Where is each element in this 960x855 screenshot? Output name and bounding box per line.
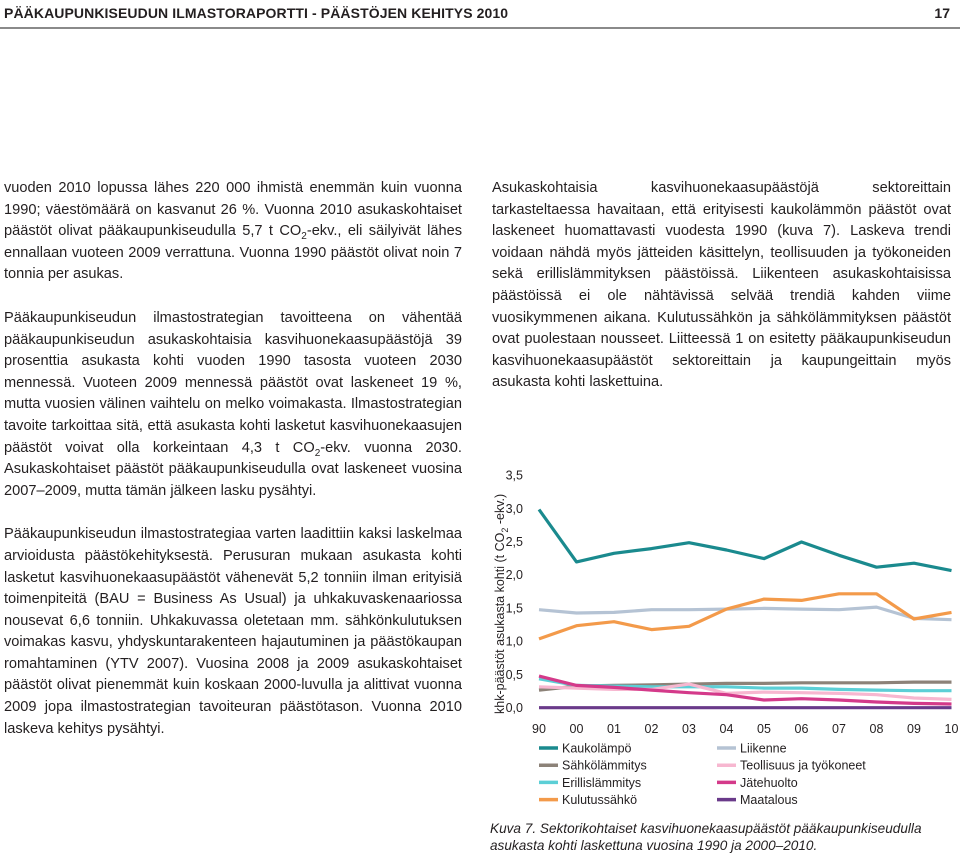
- y-tick-label: 1,0: [505, 634, 523, 649]
- page-number: 17: [934, 5, 950, 21]
- y-tick-label: 0,0: [505, 701, 523, 715]
- sector-emissions-chart: [485, 462, 960, 814]
- y-axis-ticks: [506, 469, 523, 715]
- x-tick-label: 09: [907, 722, 921, 736]
- x-tick-label: 07: [832, 722, 846, 736]
- legend-label: Maatalous: [740, 793, 798, 808]
- page-header: [0, 0, 960, 29]
- y-axis-label: khk-päästöt asukasta kohti (t $CO_2$ -ekv.): [493, 493, 510, 714]
- x-tick-label: 05: [757, 722, 771, 736]
- legend-label: Liikenne: [740, 741, 787, 756]
- legend-label: Jätehuolto: [740, 775, 798, 790]
- legend-label: Sähkölämmitys: [562, 758, 647, 773]
- x-tick-label: 08: [869, 722, 884, 736]
- legend-label: Teollisuus ja työkoneet: [740, 758, 866, 773]
- left-paragraph-1: vuoden 2010 lopussa lähes 220 000 ihmistä enemmän kuin vuonna 1990; väestömäärä on kasvanut 26 %. Vuonna 2010 asukaskohtaiset päästöt olivat pääkaupunkiseudulla 5,7 t $CO_2$-ekv., eli säilyivät lähes ennallaan vuoteen 2009 verrattuna. Vuonna 1990 päästöt olivat noin 7 tonnia per asukas.: [4, 180, 462, 283]
- series-line-5: [539, 607, 952, 620]
- legend-label: Kulutussähkö: [562, 793, 638, 808]
- legend-label: Kaukolämpö: [562, 741, 632, 756]
- x-tick-label: 10: [944, 722, 959, 736]
- y-tick-label: 0,5: [505, 667, 523, 682]
- left-text-column: [4, 178, 462, 762]
- chart-legend: [539, 742, 866, 808]
- series-lines: [539, 510, 952, 708]
- legend-label: Erillislämmitys: [562, 775, 642, 790]
- y-tick-label: 2,5: [505, 535, 523, 549]
- y-tick-label: 2,0: [505, 568, 523, 583]
- x-tick-label: 00: [569, 722, 584, 736]
- right-paragraph-1: Asukaskohtaisia kasvihuonekaasupäästöjä sektoreittain tarkasteltaessa havaitaan, että erityisesti kaukolämmön päästöt ovat laskeneet huomattavasti vuodesta 1990 (kuva 7). Laskeva trendi voidaan nähdä myös jätteiden käsittelyn, teollisuuden ja työkoneiden sekä erillislämmityksen päästöissä. Liikenteen asukaskohtaisissa päästöissä ei ole nähtävissä selvää trendiä kahden viime vuosikymmenen aikana. Kulutussähkön ja sähkölämmityksen päästöt ovat puolestaan nousseet. Liitteessä 1 on esitetty pääkaupunkiseudun kasvihuonekaasupäästöt sektoreittain ja kaupungeittain myös asukasta kohti laskettuina.: [492, 180, 951, 391]
- left-paragraph-2: Pääkaupunkiseudun ilmastostrategian tavoitteena on vähentää pääkaupunkiseudun asukaskohtaisia kasvihuonekaasupäästöjä 39 prosenttia asukasta kohti vuoden 1990 tasosta vuoteen 2030 mennessä. Vuoteen 2009 mennessä päästöt ovat laskeneet 19 %, mutta vuosien välinen vaihtelu on melko voimakasta. Ilmastostrategian tavoite tarkoittaa sitä, että asukasta kohti lasketut kasvihuonekaasujen päästöt voivat olla korkeintaan 4,3 t $CO_2$-ekv. vuonna 2030. Asukaskohtaiset päästöt pääkaupunkiseudulla ovat laskeneet vuosina 2007–2009, mutta tämän jälkeen lasku pysähtyi.: [4, 309, 462, 499]
- series-line-4: [539, 594, 952, 639]
- x-tick-label: 06: [794, 722, 809, 736]
- series-line-1: [539, 510, 952, 571]
- right-text-column: [492, 178, 951, 416]
- y-tick-label: 3,0: [505, 501, 523, 516]
- x-tick-label: 02: [644, 722, 659, 736]
- report-title: PÄÄKAUPUNKISEUDUN ILMASTORAPORTTI - PÄÄSTÖJEN KEHITYS 2010: [4, 5, 509, 21]
- y-tick-label: 1,5: [505, 601, 523, 616]
- left-paragraph-3: Pääkaupunkiseudun ilmastostrategiaa varten laadittiin kaksi laskelmaa arvioidusta päästökehityksestä. Perusuran mukaan asukasta kohti lasketut kasvihuonekaasupäästöt vähenevät 5,2 tonniin ilman erityisiä toimenpiteitä (BAU = Business As Usual) ja uhkakuvaskenaariossa nousevat 6,6 tonniin. Uhkakuvassa oletetaan mm. sähkönkulutuksen voimakas kasvu, yhdyskuntarakenteen hajautuminen ja päästökaupan romahtaminen (YTV 2007). Vuosina 2008 ja 2009 asukaskohtaiset päästöt olivat pienemmät kuin koskaan 2000-luvulla ja alittivat vuonna 2009 jopa ilmastostrategian tavoiteuran päästötason. Vuonna 2010 laskeva kehitys pysähtyi.: [4, 526, 462, 737]
- x-tick-label: 03: [682, 722, 696, 736]
- x-tick-label: 01: [607, 722, 621, 736]
- x-tick-label: 04: [719, 722, 734, 736]
- figure-caption: Kuva 7. Sektorikohtaiset kasvihuonekaasupäästöt pääkaupunkiseudulla asukasta kohti laskettuna vuosina 1990 ja 2000–2010.: [490, 821, 922, 853]
- x-tick-label: 90: [532, 722, 546, 736]
- y-tick-label: 3,5: [505, 468, 523, 483]
- x-axis-ticks: [532, 722, 958, 736]
